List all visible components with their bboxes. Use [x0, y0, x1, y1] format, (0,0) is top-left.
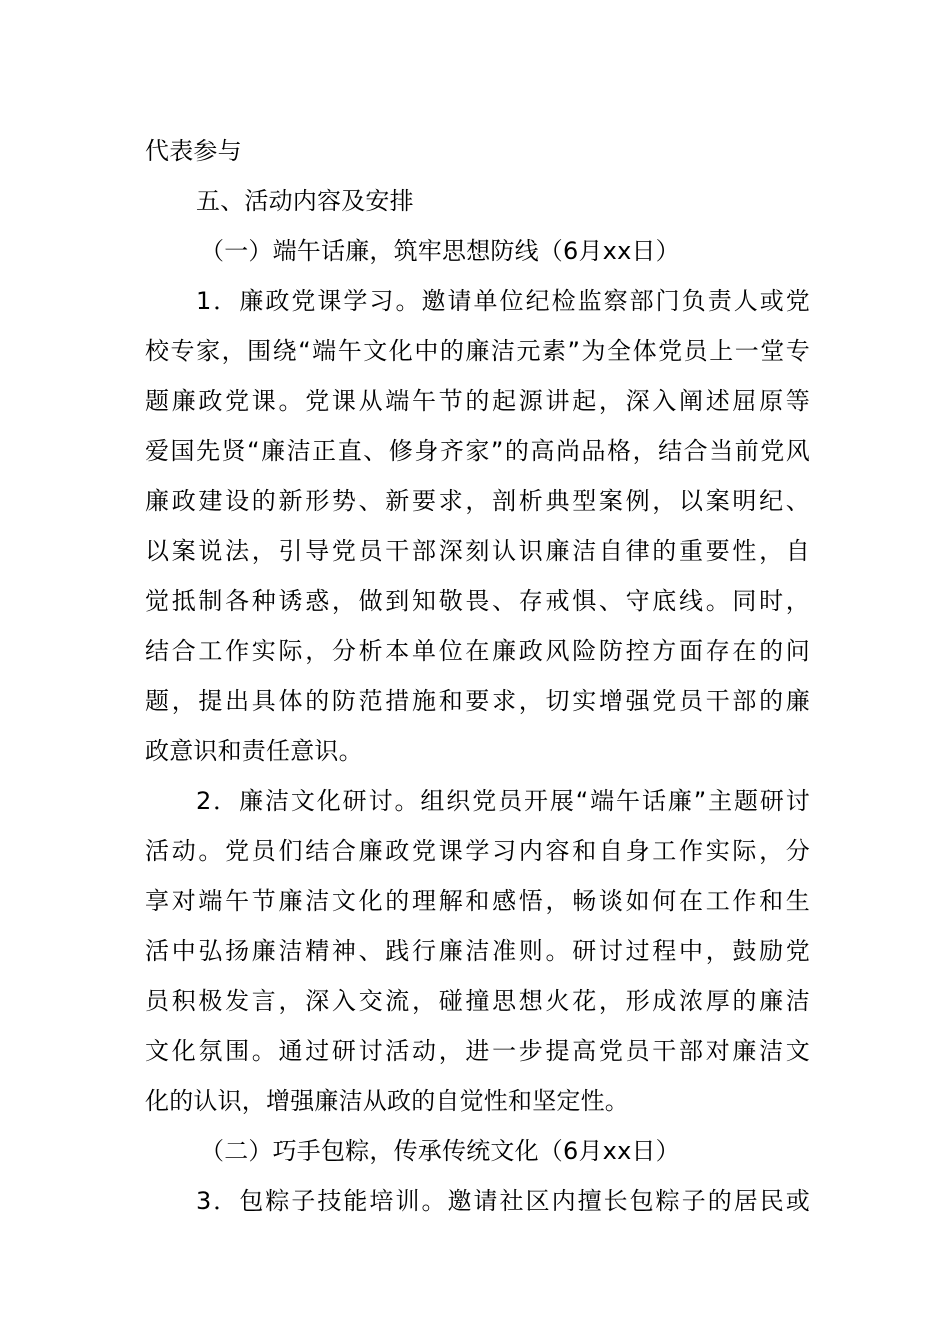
paragraph-line: 廉政建设的新形势、新要求，剖析典型案例，以案明纪、: [145, 487, 810, 515]
section-heading: 五、活动内容及安排: [196, 187, 414, 215]
subsection-heading: （二）巧手包粽，传承传统文化（6月xx日）: [200, 1137, 680, 1165]
paragraph-line: 享对端午节廉洁文化的理解和感悟，畅谈如何在工作和生: [145, 887, 810, 915]
paragraph-line: 觉抵制各种诱惑，做到知敬畏、存戒惧、守底线。同时，: [145, 587, 810, 615]
paragraph-line: 题，提出具体的防范措施和要求，切实增强党员干部的廉: [145, 687, 810, 715]
paragraph-line: 活中弘扬廉洁精神、践行廉洁准则。研讨过程中，鼓励党: [145, 937, 810, 965]
paragraph-line: 2．廉洁文化研讨。组织党员开展“端午话廉”主题研讨: [196, 787, 810, 815]
paragraph-line: 题廉政党课。党课从端午节的起源讲起，深入阐述屈原等: [145, 387, 810, 415]
paragraph-line: 文化氛围。通过研讨活动，进一步提高党员干部对廉洁文: [145, 1037, 810, 1065]
paragraph-line: 1．廉政党课学习。邀请单位纪检监察部门负责人或党: [196, 287, 810, 315]
paragraph-line: 以案说法，引导党员干部深刻认识廉洁自律的重要性，自: [145, 537, 810, 565]
paragraph-line: 化的认识，增强廉洁从政的自觉性和坚定性。: [145, 1087, 629, 1115]
paragraph-line: 结合工作实际，分析本单位在廉政风险防控方面存在的问: [145, 637, 810, 665]
paragraph-line: 爱国先贤“廉洁正直、修身齐家”的高尚品格，结合当前党风: [145, 437, 810, 465]
paragraph-line: 活动。党员们结合廉政党课学习内容和自身工作实际，分: [145, 837, 810, 865]
text-line: 代表参与: [145, 137, 242, 165]
paragraph-line: 员积极发言，深入交流，碰撞思想火花，形成浓厚的廉洁: [145, 987, 810, 1015]
paragraph-line: 校专家，围绕“端午文化中的廉洁元素”为全体党员上一堂专: [145, 337, 810, 365]
paragraph-line: 3．包粽子技能培训。邀请社区内擅长包粽子的居民或: [196, 1187, 810, 1215]
subsection-heading: （一）端午话廉，筑牢思想防线（6月xx日）: [200, 237, 680, 265]
paragraph-line: 政意识和责任意识。: [145, 737, 363, 765]
